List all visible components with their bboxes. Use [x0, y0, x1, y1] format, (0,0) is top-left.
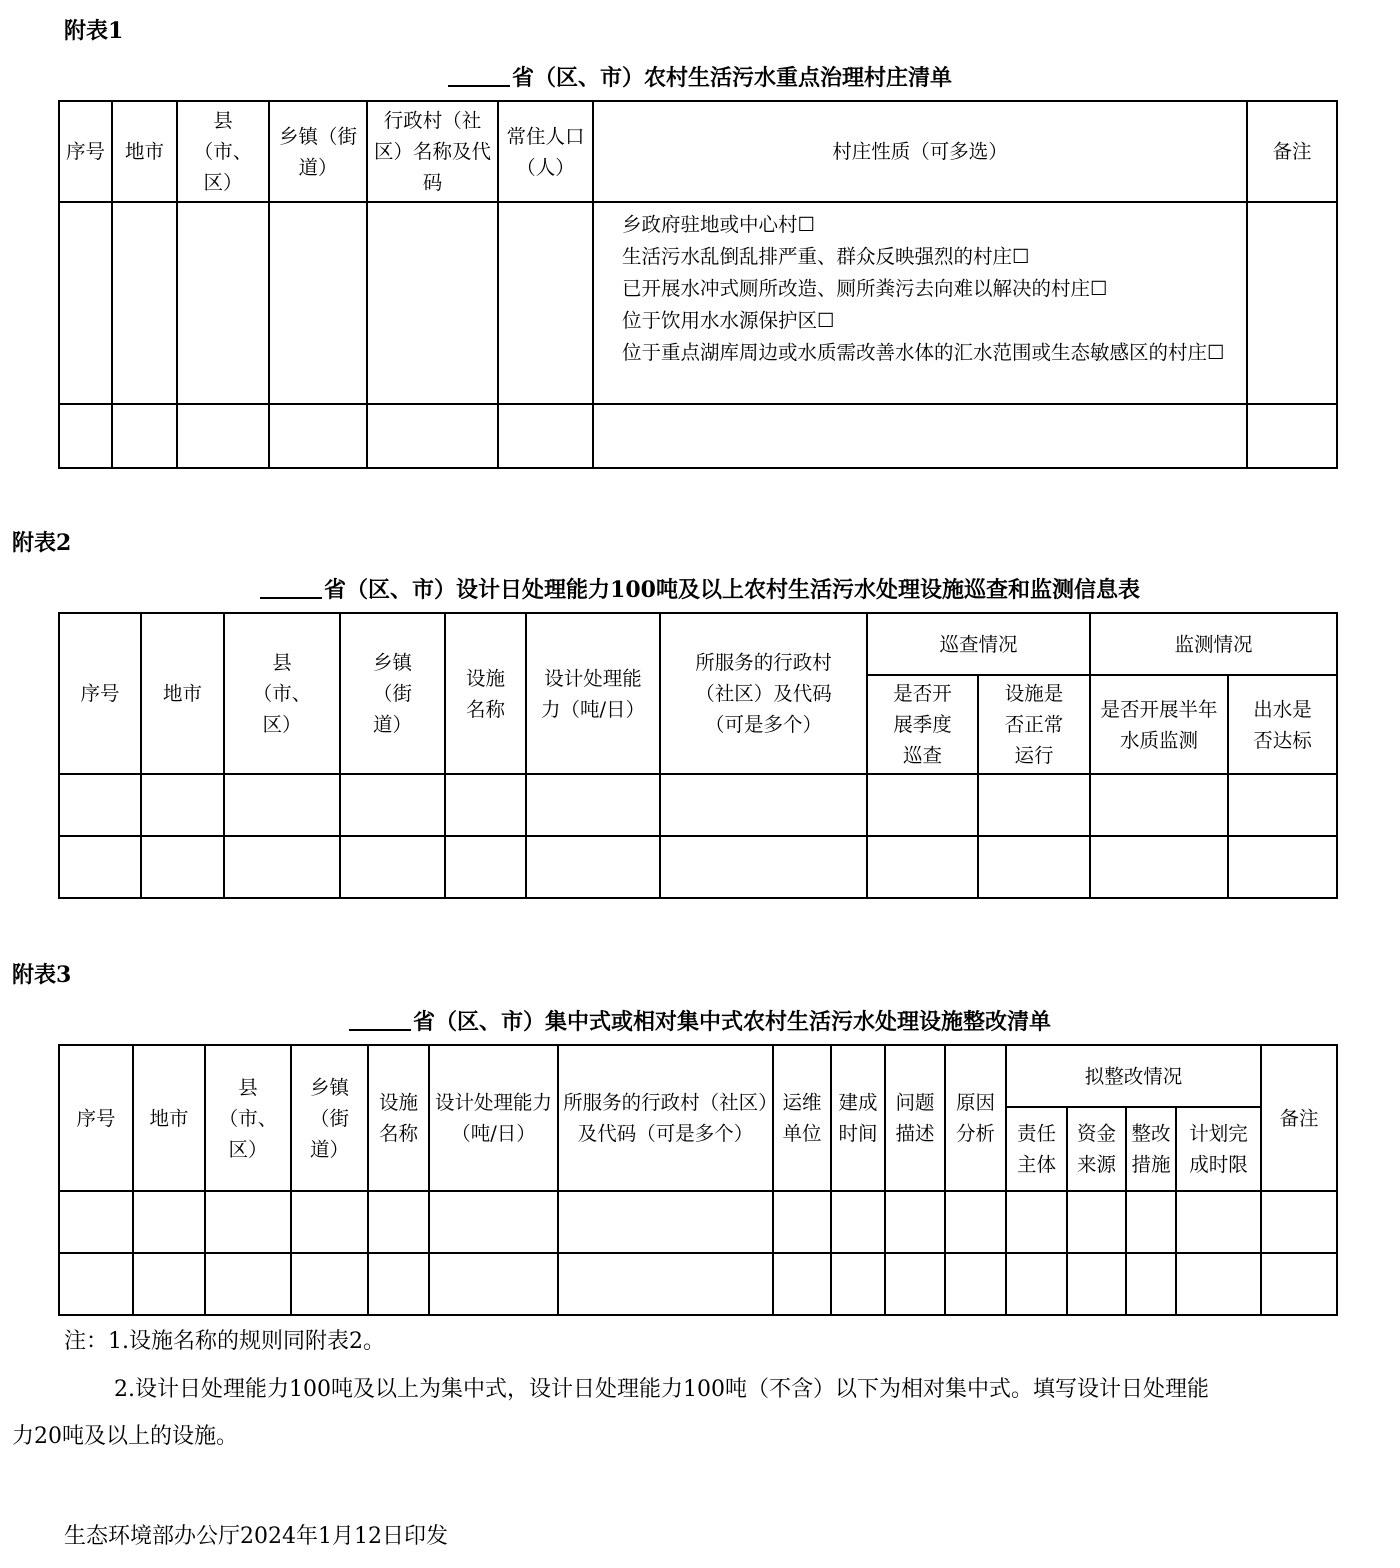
t2-cell[interactable]	[340, 836, 445, 898]
t3-cell[interactable]	[59, 1191, 133, 1253]
t3-cell[interactable]	[205, 1191, 291, 1253]
t2-header-inspection: 巡查情况	[867, 613, 1090, 675]
t3-cell[interactable]	[1006, 1253, 1067, 1315]
t1-cell[interactable]	[367, 404, 498, 468]
t2-cell[interactable]	[445, 836, 526, 898]
t3-header-operator: 运维单位	[773, 1045, 831, 1191]
t3-cell[interactable]	[1067, 1191, 1126, 1253]
table3	[58, 1044, 1338, 1316]
t3-cell[interactable]	[1176, 1191, 1261, 1253]
t3-cell[interactable]	[773, 1253, 831, 1315]
t3-cell[interactable]	[368, 1191, 429, 1253]
t3-cell[interactable]	[773, 1191, 831, 1253]
t3-header-problem: 问题描述	[885, 1045, 945, 1191]
t3-cell[interactable]	[945, 1253, 1006, 1315]
t2-cell[interactable]	[141, 774, 224, 836]
t2-cell[interactable]	[1090, 774, 1228, 836]
t1-cell[interactable]	[498, 404, 593, 468]
t3-header-remark: 备注	[1261, 1045, 1337, 1191]
t3-header-town: 乡镇（街道）	[291, 1045, 368, 1191]
t2-header-quarterly-inspection: 是否开展季度巡查	[867, 675, 978, 774]
province-blank[interactable]	[349, 1007, 411, 1031]
table3-title-text: 省（区、市）集中式或相对集中式农村生活污水处理设施整改清单	[412, 1009, 1051, 1035]
t1-header-city: 地市	[112, 101, 177, 202]
table3-label: 附表3	[12, 962, 72, 988]
t2-header-facility: 设施名称	[445, 613, 526, 774]
t1-cell[interactable]	[59, 202, 112, 404]
table1-title-text: 省（区、市）农村生活污水重点治理村庄清单	[511, 65, 952, 91]
t2-header-water-monitoring: 是否开展半年水质监测	[1090, 675, 1228, 774]
t1-cell[interactable]	[112, 404, 177, 468]
t1-header-town: 乡镇（街道）	[269, 101, 367, 202]
t2-cell[interactable]	[660, 774, 867, 836]
t2-cell[interactable]	[59, 774, 141, 836]
t1-cell[interactable]	[59, 404, 112, 468]
t2-header-villages: 所服务的行政村（社区）及代码（可是多个）	[660, 613, 867, 774]
t2-cell[interactable]	[978, 836, 1090, 898]
table1	[58, 100, 1338, 469]
t2-header-normal-operation: 设施是否正常运行	[978, 675, 1090, 774]
t3-cell[interactable]	[291, 1253, 368, 1315]
t1-cell[interactable]	[112, 202, 177, 404]
t2-cell[interactable]	[59, 836, 141, 898]
t1-header-village-type: 村庄性质（可多选）	[593, 101, 1247, 202]
t3-cell[interactable]	[945, 1191, 1006, 1253]
t3-header-facility: 设施名称	[368, 1045, 429, 1191]
t3-header-cause: 原因分析	[945, 1045, 1006, 1191]
t3-header-responsible: 责任主体	[1006, 1107, 1067, 1191]
t1-cell[interactable]	[269, 404, 367, 468]
t1-header-population: 常住人口（人）	[498, 101, 593, 202]
t3-header-capacity: 设计处理能力（吨/日）	[429, 1045, 558, 1191]
t1-cell[interactable]	[367, 202, 498, 404]
issuer-footer: 生态环境部办公厅2024年1月12日印发	[64, 1524, 448, 1549]
t3-cell[interactable]	[1261, 1191, 1337, 1253]
t3-cell[interactable]	[1126, 1253, 1176, 1315]
table2	[58, 612, 1338, 899]
t1-option-3[interactable]: 已开展水冲式厕所改造、厕所粪污去向难以解决的村庄☐	[622, 277, 1108, 300]
t3-header-seq: 序号	[59, 1045, 133, 1191]
t2-cell[interactable]	[867, 774, 978, 836]
t3-header-build-time: 建成时间	[831, 1045, 885, 1191]
t3-cell[interactable]	[885, 1191, 945, 1253]
t2-cell[interactable]	[141, 836, 224, 898]
t1-cell[interactable]	[177, 404, 269, 468]
t1-option-1[interactable]: 乡政府驻地或中心村☐	[622, 213, 815, 236]
t2-header-county: 县（市、区）	[224, 613, 340, 774]
t3-cell[interactable]	[133, 1191, 205, 1253]
t1-option-5[interactable]: 位于重点湖库周边或水质需改善水体的汇水范围或生态敏感区的村庄☐	[622, 341, 1225, 364]
t3-cell[interactable]	[831, 1191, 885, 1253]
t1-cell[interactable]	[498, 202, 593, 404]
t2-header-town: 乡镇（街道）	[340, 613, 445, 774]
note-2-line-1: 2.设计日处理能力100吨及以上为集中式，设计日处理能力100吨（不含）以下为相对集中式。填写设计日处理能	[114, 1377, 1209, 1402]
table1-title	[0, 61, 1400, 92]
t3-cell[interactable]	[1261, 1253, 1337, 1315]
t2-header-capacity: 设计处理能力（吨/日）	[526, 613, 660, 774]
note-1: 注：1.设施名称的规则同附表2。	[64, 1329, 385, 1354]
t3-header-villages: 所服务的行政村（社区）及代码（可是多个）	[558, 1045, 773, 1191]
t1-option-2[interactable]: 生活污水乱倒乱排严重、群众反映强烈的村庄☐	[622, 245, 1030, 268]
t2-header-monitoring: 监测情况	[1090, 613, 1337, 675]
t1-cell[interactable]	[593, 404, 1247, 468]
t2-header-seq: 序号	[59, 613, 141, 774]
note-2-line-2: 力20吨及以上的设施。	[12, 1424, 238, 1449]
t3-cell[interactable]	[59, 1253, 133, 1315]
table1-label: 附表1	[64, 18, 124, 44]
t1-header-seq: 序号	[59, 101, 112, 202]
t1-option-4[interactable]: 位于饮用水水源保护区☐	[622, 309, 835, 332]
t3-cell[interactable]	[558, 1191, 773, 1253]
t3-cell[interactable]	[558, 1253, 773, 1315]
t2-cell[interactable]	[1228, 836, 1337, 898]
t2-cell[interactable]	[978, 774, 1090, 836]
t2-cell[interactable]	[526, 774, 660, 836]
t2-cell[interactable]	[1090, 836, 1228, 898]
t3-header-funding: 资金来源	[1067, 1107, 1126, 1191]
t3-header-deadline: 计划完成时限	[1176, 1107, 1261, 1191]
t2-cell[interactable]	[445, 774, 526, 836]
t1-village-type-options	[593, 202, 1247, 404]
t2-cell[interactable]	[867, 836, 978, 898]
t2-header-effluent-standard: 出水是否达标	[1228, 675, 1337, 774]
t1-header-village: 行政村（社区）名称及代码	[367, 101, 498, 202]
province-blank[interactable]	[448, 63, 510, 87]
province-blank[interactable]	[260, 575, 322, 599]
t1-cell[interactable]	[177, 202, 269, 404]
table2-title	[0, 573, 1400, 604]
t2-cell[interactable]	[224, 774, 340, 836]
t3-cell[interactable]	[1176, 1253, 1261, 1315]
t2-cell[interactable]	[526, 836, 660, 898]
table3-title	[0, 1005, 1400, 1036]
t3-header-measures: 整改措施	[1126, 1107, 1176, 1191]
t1-cell[interactable]	[269, 202, 367, 404]
t3-cell[interactable]	[1067, 1253, 1126, 1315]
t3-cell[interactable]	[205, 1253, 291, 1315]
t3-header-county: 县（市、区）	[205, 1045, 291, 1191]
table2-label: 附表2	[12, 530, 72, 556]
t3-cell[interactable]	[1126, 1191, 1176, 1253]
t3-cell[interactable]	[1006, 1191, 1067, 1253]
t3-cell[interactable]	[885, 1253, 945, 1315]
t3-header-city: 地市	[133, 1045, 205, 1191]
t3-header-rectification: 拟整改情况	[1006, 1045, 1261, 1107]
t1-header-county: 县（市、区）	[177, 101, 269, 202]
t2-header-city: 地市	[141, 613, 224, 774]
t1-header-remark: 备注	[1247, 101, 1337, 202]
t3-cell[interactable]	[429, 1253, 558, 1315]
table2-title-text: 省（区、市）设计日处理能力100吨及以上农村生活污水处理设施巡查和监测信息表	[324, 577, 1140, 603]
t1-cell[interactable]	[1247, 202, 1337, 404]
t2-cell[interactable]	[224, 836, 340, 898]
t2-cell[interactable]	[1228, 774, 1337, 836]
t3-cell[interactable]	[133, 1253, 205, 1315]
t2-cell[interactable]	[340, 774, 445, 836]
t3-cell[interactable]	[831, 1253, 885, 1315]
t3-cell[interactable]	[429, 1191, 558, 1253]
t3-cell[interactable]	[368, 1253, 429, 1315]
t2-cell[interactable]	[660, 836, 867, 898]
t3-cell[interactable]	[291, 1191, 368, 1253]
t1-cell[interactable]	[1247, 404, 1337, 468]
